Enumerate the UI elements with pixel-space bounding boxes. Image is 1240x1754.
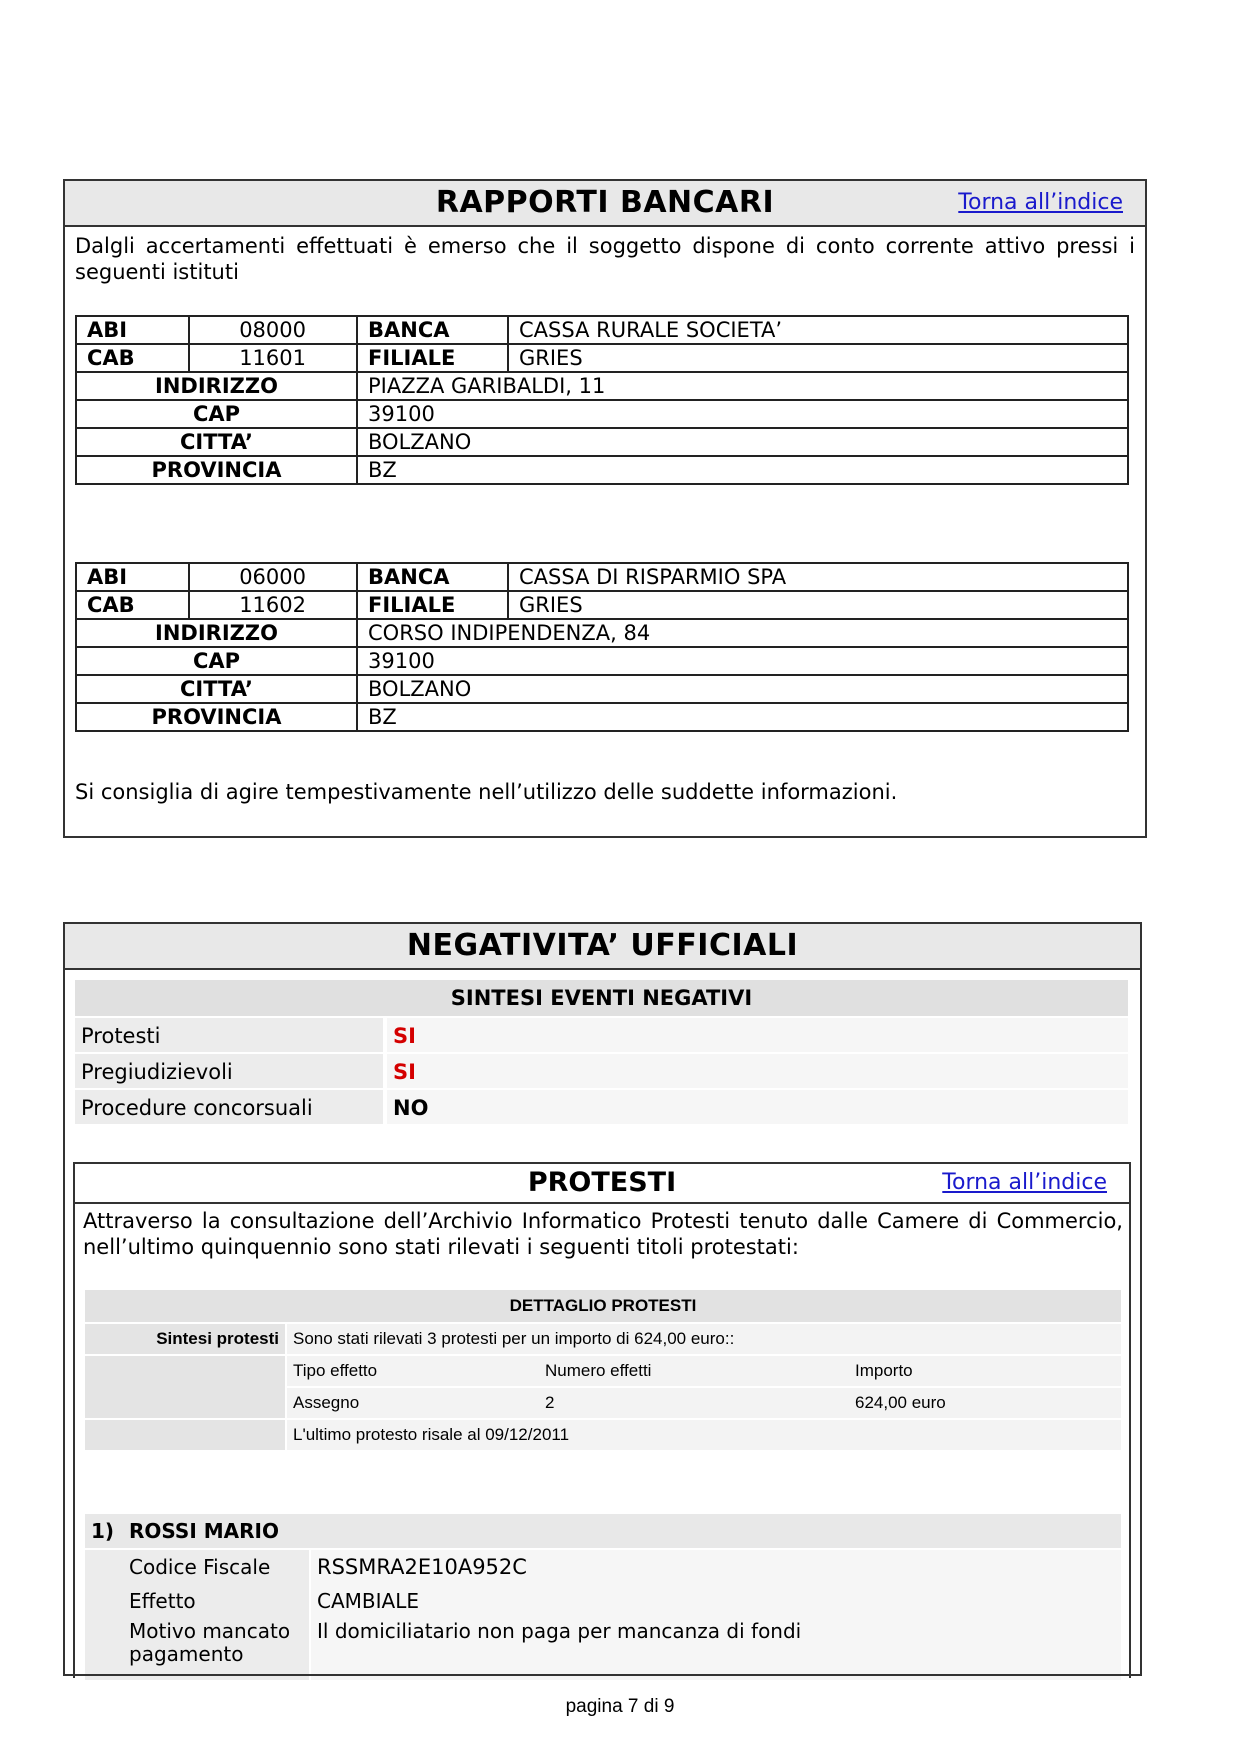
abi-value: 08000 [189, 316, 357, 344]
page-number: pagina 7 di 9 [565, 1696, 675, 1717]
rapporti-intro: Dalgli accertamenti effettuati è emerso che il soggetto dispone di conto corrente attivo pressi i seguenti istituti [75, 234, 1135, 284]
torna-indice-link[interactable]: Torna all’indice [942, 1170, 1107, 1195]
sintesi-label: Protesti [75, 1018, 383, 1052]
cap-label: CAP [76, 647, 357, 675]
banca-value: CASSA DI RISPARMIO SPA [508, 563, 1128, 591]
sintesi-protesti-text: Sono stati rilevati 3 protesti per un importo di 624,00 euro:: [287, 1324, 1121, 1354]
col-numero-effetti: Numero effetti [539, 1356, 849, 1386]
bank-row-cab [76, 591, 1128, 619]
bank-row-cab [76, 344, 1128, 372]
sintesi-row-pregiudizievoli [75, 1054, 1128, 1090]
banca-label: BANCA [357, 316, 508, 344]
cab-value: 11601 [189, 344, 357, 372]
sintesi-value: SI [387, 1054, 1128, 1088]
sintesi-label: Procedure concorsuali [75, 1090, 383, 1124]
protesti-title: PROTESTI [527, 1167, 677, 1198]
cab-label: CAB [76, 344, 189, 372]
bank-row-indirizzo [76, 619, 1128, 647]
protestato-header [85, 1514, 1121, 1548]
bank-row-provincia [76, 703, 1128, 731]
dettaglio-spacer [85, 1420, 285, 1450]
protestato-name: ROSSI MARIO [129, 1519, 279, 1543]
cap-value: 39100 [357, 647, 1128, 675]
bank-table-1 [75, 315, 1129, 485]
col-importo: Importo [849, 1356, 1121, 1386]
bank-row-citta [76, 675, 1128, 703]
indirizzo-value: CORSO INDIPENDENZA, 84 [357, 619, 1128, 647]
protestato-record [85, 1514, 1121, 1680]
sintesi-protesti-label: Sintesi protesti [85, 1324, 285, 1354]
abi-value: 06000 [189, 563, 357, 591]
negativita-header [65, 924, 1140, 970]
sintesi-value: SI [387, 1018, 1128, 1052]
rapporti-title: RAPPORTI BANCARI [435, 185, 775, 220]
indirizzo-label: INDIRIZZO [76, 619, 357, 647]
cap-label: CAP [76, 400, 357, 428]
row-importo: 624,00 euro [849, 1388, 1121, 1418]
col-tipo-effetto: Tipo effetto [287, 1356, 539, 1386]
filiale-label: FILIALE [357, 344, 508, 372]
protesti-header [75, 1164, 1129, 1204]
indirizzo-value: PIAZZA GARIBALDI, 11 [357, 372, 1128, 400]
protestato-index: 1) [91, 1519, 115, 1543]
torna-indice-link[interactable]: Torna all’indice [958, 190, 1123, 215]
codice-fiscale-value: RSSMRA2E10A952C [317, 1555, 527, 1579]
abi-label: ABI [76, 563, 189, 591]
filiale-value: GRIES [508, 344, 1128, 372]
protesti-section [73, 1162, 1131, 1678]
filiale-value: GRIES [508, 591, 1128, 619]
bank-table-2 [75, 562, 1129, 732]
bank-row-cap [76, 647, 1128, 675]
bank-row-abi [76, 316, 1128, 344]
row-tipo-effetto: Assegno [287, 1388, 539, 1418]
cab-label: CAB [76, 591, 189, 619]
negativita-title: NEGATIVITA’ UFFICIALI [406, 928, 799, 963]
bank-row-cap [76, 400, 1128, 428]
section-bottom-border [63, 1674, 1142, 1676]
banca-value: CASSA RURALE SOCIETA’ [508, 316, 1128, 344]
bank-row-citta [76, 428, 1128, 456]
bank-row-provincia [76, 456, 1128, 484]
cab-value: 11602 [189, 591, 357, 619]
sintesi-row-procedure [75, 1090, 1128, 1126]
indirizzo-label: INDIRIZZO [76, 372, 357, 400]
motivo-label: Motivo mancato pagamento [129, 1619, 291, 1666]
provincia-value: BZ [357, 456, 1128, 484]
dettaglio-header: DETTAGLIO PROTESTI [85, 1290, 1121, 1322]
effetto-label: Effetto [129, 1589, 196, 1613]
abi-label: ABI [76, 316, 189, 344]
motivo-value: Il domiciliatario non paga per mancanza di fondi [317, 1619, 802, 1643]
ultimo-protesto: L'ultimo protesto risale al 09/12/2011 [287, 1420, 1121, 1450]
rapporti-closing: Si consiglia di agire tempestivamente nell’utilizzo delle suddette informazioni. [75, 780, 898, 804]
dettaglio-protesti-table [85, 1290, 1121, 1460]
row-numero-effetti: 2 [539, 1388, 849, 1418]
citta-value: BOLZANO [357, 675, 1128, 703]
protesti-intro: Attraverso la consultazione dell’Archivio Informatico Protesti tenuto dalle Camere di Commercio, nell’ultimo quinquennio sono stati rilevati i seguenti titoli protestati: [83, 1209, 1123, 1259]
cap-value: 39100 [357, 400, 1128, 428]
effetto-value: CAMBIALE [317, 1589, 419, 1613]
provincia-label: PROVINCIA [76, 456, 357, 484]
bank-row-indirizzo [76, 372, 1128, 400]
filiale-label: FILIALE [357, 591, 508, 619]
citta-label: CITTA’ [76, 675, 357, 703]
sintesi-eventi-header: SINTESI EVENTI NEGATIVI [75, 980, 1128, 1016]
negativita-section [63, 922, 1142, 1676]
provincia-value: BZ [357, 703, 1128, 731]
codice-fiscale-label: Codice Fiscale [129, 1555, 271, 1579]
rapporti-bancari-section [63, 179, 1147, 838]
provincia-label: PROVINCIA [76, 703, 357, 731]
banca-label: BANCA [357, 563, 508, 591]
sintesi-value: NO [387, 1090, 1128, 1124]
sintesi-label: Pregiudizievoli [75, 1054, 383, 1088]
bank-row-abi [76, 563, 1128, 591]
dettaglio-spacer [85, 1356, 285, 1418]
citta-value: BOLZANO [357, 428, 1128, 456]
rapporti-header [65, 181, 1145, 227]
sintesi-row-protesti [75, 1018, 1128, 1054]
citta-label: CITTA’ [76, 428, 357, 456]
